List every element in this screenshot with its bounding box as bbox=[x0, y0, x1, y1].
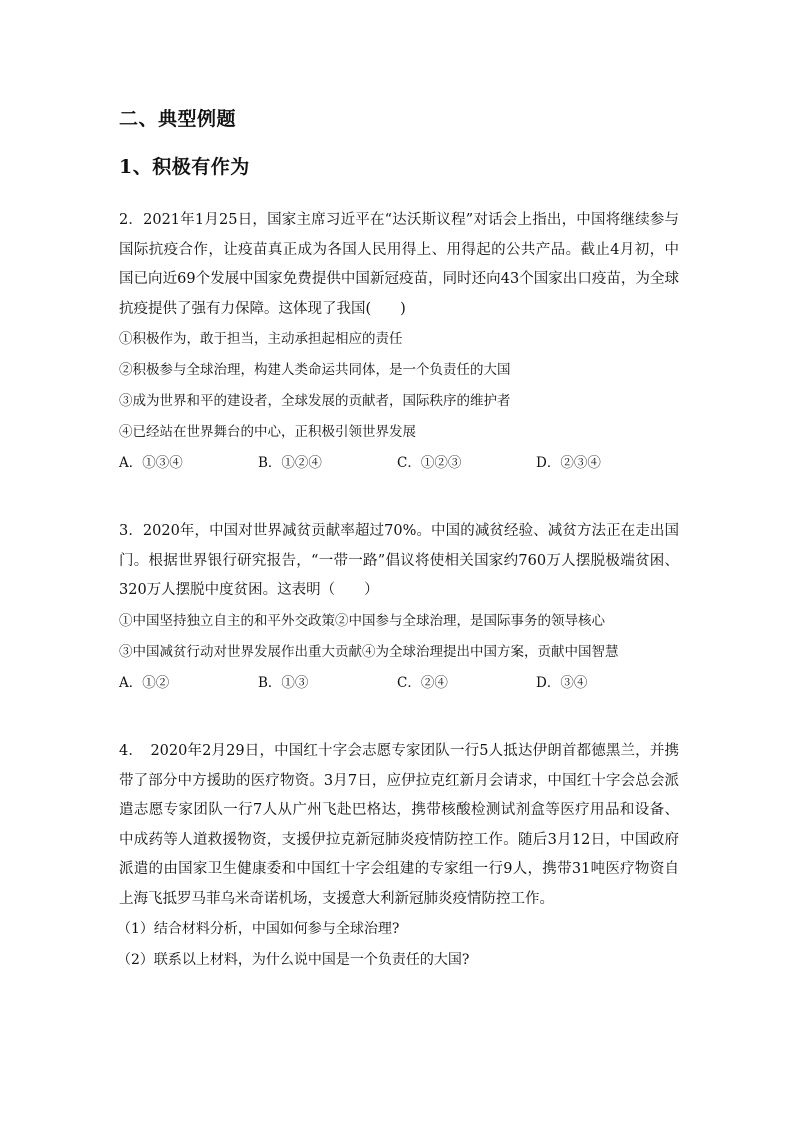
question-2-choice-d: D．②③④ bbox=[536, 455, 601, 471]
question-2 bbox=[119, 206, 679, 479]
question-4-sub-question-1: （1）结合材料分析，中国如何参与全球治理? bbox=[117, 921, 400, 937]
question-2-choices bbox=[119, 448, 679, 479]
question-2-choice-c: C．①②③ bbox=[397, 455, 462, 471]
question-2-statement-3: ③成为世界和平的建设者，全球发展的贡献者，国际秩序的维护者 bbox=[119, 393, 511, 409]
question-3-choice-d: D．③④ bbox=[536, 674, 588, 691]
question-2-choice-a: A．①③④ bbox=[119, 455, 183, 471]
question-3-stem: 3．2020年，中国对世界减贫贡献率超过70%。中国的减贫经验、减贫方法正在走出国门。根据世界银行研究报告，“一带一路”倡议将使相关国家约760万人摆脱极端贫困、320万人摆脱中度贫困。这表明（ ） bbox=[119, 523, 679, 598]
question-3-statements-line-1: ①中国坚持独立自主的和平外交政策②中国参与全球治理，是国际事务的领导核心 bbox=[119, 612, 605, 629]
question-3-choice-b: B．①③ bbox=[258, 674, 309, 691]
section-title: 二、典型例题 bbox=[119, 108, 237, 130]
question-3 bbox=[119, 517, 679, 699]
question-2-statement-4: ④已经站在世界舞台的中心，正积极引领世界发展 bbox=[119, 424, 416, 440]
question-2-statement-1: ①积极作为，敢于担当，主动承担起相应的责任 bbox=[119, 331, 403, 347]
question-4-sub-question-2: （2）联系以上材料，为什么说中国是一个负责任的大国? bbox=[117, 952, 470, 968]
subsection-title: 1、积极有作为 bbox=[119, 156, 250, 178]
question-3-statements-line-2: ③中国减贫行动对世界发展作出重大贡献④为全球治理提出中国方案，贡献中国智慧 bbox=[119, 643, 619, 660]
question-3-choice-a: A．①② bbox=[119, 674, 170, 691]
question-3-choice-c: C．②④ bbox=[397, 674, 448, 691]
question-4 bbox=[119, 737, 679, 976]
question-3-choices bbox=[119, 668, 679, 699]
question-2-choice-b: B．①②④ bbox=[258, 455, 322, 471]
question-2-statement-2: ②积极参与全球治理，构建人类命运共同体，是一个负责任的大国 bbox=[119, 362, 511, 378]
question-4-stem: 4． 2020年2月29日，中国红十字会志愿专家团队一行5人抵达伊朗首都德黑兰，并携带了部分中方援助的医疗物资。3月7日，应伊拉克红新月会请求，中国红十字会总会派遣志愿专家团队一行7人从广州飞赴巴格达，携带核酸检测试剂盒等医疗用品和设备、中成药等人道救援物资，支援伊拉克新冠肺炎疫情防控工作。随后3月12日，中国政府派遣的由国家卫生健康委和中国红十字会组建的专家组一行9人，携带31吨医疗物资自上海飞抵罗马菲乌米奇诺机场，支援意大利新冠肺炎疫情防控工作。 bbox=[119, 743, 679, 907]
question-2-stem: 2．2021年1月25日，国家主席习近平在“达沃斯议程”对话会上指出，中国将继续参与国际抗疫合作，让疫苗真正成为各国人民用得上、用得起的公共产品。截止4月初，中国已向近69个发展中国家免费提供中国新冠疫苗，同时还向43个国家出口疫苗，为全球抗疫提供了强有力保障。这体现了我国( ) bbox=[119, 212, 679, 317]
